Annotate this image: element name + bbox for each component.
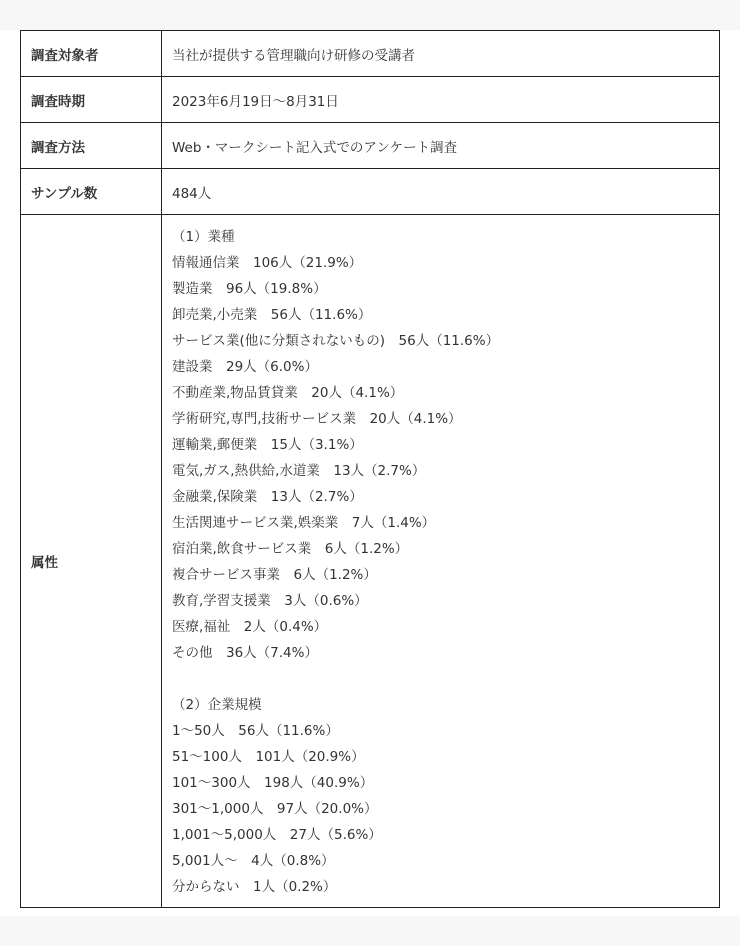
industry-item: 学術研究,専門,技術サービス業 20人（4.1%） xyxy=(172,411,462,427)
row-value-method: Web・マークシート記入式でのアンケート調査 xyxy=(162,123,720,169)
company-size-list xyxy=(172,718,709,900)
company-size-heading: （2）企業規模 xyxy=(172,697,262,713)
industry-item: 電気,ガス,熱供給,水道業 13人（2.7%） xyxy=(172,463,426,479)
table-row-target xyxy=(21,31,720,77)
industry-item: 医療,福祉 2人（0.4%） xyxy=(172,619,328,635)
row-label-method: 調査方法 xyxy=(21,123,162,169)
industry-item: その他 36人（7.4%） xyxy=(172,645,318,661)
table-row-method xyxy=(21,123,720,169)
table-row-attributes xyxy=(21,215,720,908)
industry-item: 複合サービス事業 6人（1.2%） xyxy=(172,567,377,583)
row-value-sample: 484人 xyxy=(162,169,720,215)
row-value-attributes xyxy=(162,215,720,908)
industry-item: 金融業,保険業 13人（2.7%） xyxy=(172,489,363,505)
industry-item: 建設業 29人（6.0%） xyxy=(172,359,318,375)
industry-item: 情報通信業 106人（21.9%） xyxy=(172,255,363,271)
company-size-item: 分からない 1人（0.2%） xyxy=(172,879,337,895)
company-size-item: 301〜1,000人 97人（20.0%） xyxy=(172,801,378,817)
company-size-item: 101〜300人 198人（40.9%） xyxy=(172,775,374,791)
row-label-target: 調査対象者 xyxy=(21,31,162,77)
section-spacer xyxy=(172,666,709,692)
company-size-item: 51〜100人 101人（20.9%） xyxy=(172,749,365,765)
industry-item: 製造業 96人（19.8%） xyxy=(172,281,327,297)
row-label-attributes: 属性 xyxy=(21,215,162,908)
company-size-item: 1〜50人 56人（11.6%） xyxy=(172,723,339,739)
top-background-band xyxy=(0,0,740,30)
industry-item: 生活関連サービス業,娯楽業 7人（1.4%） xyxy=(172,515,436,531)
company-size-item: 1,001〜5,000人 27人（5.6%） xyxy=(172,827,382,843)
table-row-sample xyxy=(21,169,720,215)
bottom-background-band xyxy=(0,916,740,946)
industry-heading: （1）業種 xyxy=(172,229,235,245)
survey-overview-panel xyxy=(0,30,740,916)
company-size-item: 5,001人〜 4人（0.8%） xyxy=(172,853,335,869)
row-label-period: 調査時期 xyxy=(21,77,162,123)
survey-overview-table xyxy=(20,30,720,908)
table-row-period xyxy=(21,77,720,123)
industry-item: 宿泊業,飲食サービス業 6人（1.2%） xyxy=(172,541,409,557)
industry-item: 運輸業,郵便業 15人（3.1%） xyxy=(172,437,363,453)
industry-item: 不動産業,物品賃貸業 20人（4.1%） xyxy=(172,385,404,401)
industry-item: サービス業(他に分類されないもの) 56人（11.6%） xyxy=(172,333,500,349)
row-value-target: 当社が提供する管理職向け研修の受講者 xyxy=(162,31,720,77)
industry-item: 卸売業,小売業 56人（11.6%） xyxy=(172,307,372,323)
row-value-period: 2023年6月19日〜8月31日 xyxy=(162,77,720,123)
industry-list xyxy=(172,250,709,666)
industry-item: 教育,学習支援業 3人（0.6%） xyxy=(172,593,368,609)
row-label-sample: サンプル数 xyxy=(21,169,162,215)
